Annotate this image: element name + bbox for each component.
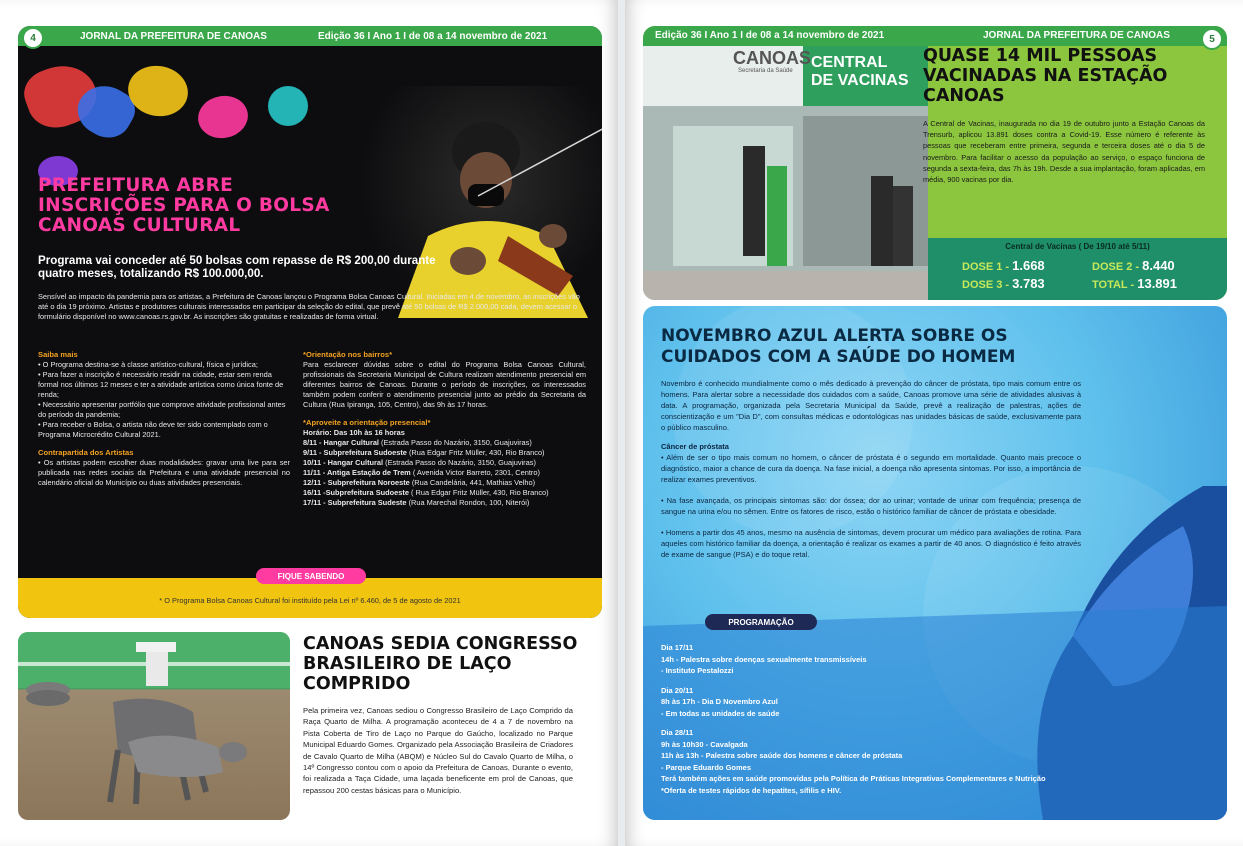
schedule-row: [303, 448, 586, 458]
schedule-row: [303, 468, 586, 478]
left-header-bar: [18, 26, 602, 46]
saiba-mais-item: • Para fazer a inscrição é necessário residir na cidade, estar sem renda formal nos últimos 12 meses e ter a atividade artística como única fonte de renda;: [38, 370, 284, 399]
schedule-row: [303, 498, 586, 508]
programacao-line: Terá também ações em saúde promovidas pela Política de Práticas Integrativas Complementares e Nutrição: [661, 774, 1046, 783]
schedule-place: (Rua Edgar Fritz Müller, 430, Rio Branco): [406, 448, 545, 457]
programacao-line: - Em todas as unidades de saúde: [661, 708, 780, 718]
lasso-body: Pela primeira vez, Canoas sediou o Congresso Brasileiro de Laço Comprido da Raça Quarto de Milha. A programação aconteceu de 4 a 7 de novembro na Pista Coberta de Tiro de Laço no Parque do Gaúcho, localizado no Parque Municipal Eduardo Gomes. Organizado pela Associação Brasileira de Criadores de Cavalo Quarto de Milha (ABQM) e Núcleo Sul do Cavalo Quarto de Milha, o 14º Congresso contou com o apoio da Prefeitura de Canoas. Durante o evento, foi realizada a Taça Cidade, uma laçada beneficente em prol de Canoas, que repassou 200 cestas básicas para o Município.: [303, 706, 573, 795]
bolsa-subtitle: Programa vai conceder até 50 bolsas com repasse de R$ 200,00 durante quatro meses, totalizando R$ 100.000,00.: [38, 254, 436, 280]
programacao-list: [661, 642, 1181, 796]
lasso-illustration: [18, 632, 290, 820]
violinist-photo: [358, 86, 602, 318]
paint-hand-pink: [195, 92, 252, 142]
right-header-title: JORNAL DA PREFEITURA DE CANOAS: [983, 30, 1170, 41]
schedule-place: (Rua Marechal Rondon, 100, Niterói): [406, 498, 530, 507]
stat-value: 13.891: [1137, 276, 1177, 291]
stat-dose-1: [962, 258, 1045, 273]
programacao-line: - Instituto Pestalozzi: [661, 666, 734, 675]
stat-value: 8.440: [1142, 258, 1175, 273]
stat-total: [1092, 276, 1177, 291]
orientacao-text: Para esclarecer dúvidas sobre o edital do Programa Bolsa Canoas Cultural, profissionais da Secretaria Municipal de Cultura realizam atendimento presencial em diferentes bairros de Canoas. Durante o período de inscrições, os interessados também podem conferir o atendimento presencial junto ao prédio da Secretaria da Cultura (Rua Ipiranga, 105, Centro), das 9h às 17 horas.: [303, 360, 586, 409]
programacao-line: 11h às 13h - Palestra sobre saúde dos homens e câncer de próstata: [661, 751, 903, 760]
stat-label: DOSE 1 -: [962, 261, 1013, 273]
aproveite-heading: *Aproveite a orientação presencial*: [303, 418, 431, 427]
vacinas-sign-central: CENTRAL DE VACINAS: [811, 54, 909, 89]
cancer-paragraph: • Além de ser o tipo mais comum no homem, o câncer de próstata é o segundo em mortalidade. Quanto mais precoce o diagnóstico, maior a chance de cura da doença. Na fase inicial, a doença não apresenta sintomas. Por isso, a importância de realizar exames preventivos.: [661, 453, 1081, 484]
stat-dose-2: [1092, 258, 1175, 273]
programacao-line: 9h às 10h30 - Cavalgada: [661, 739, 748, 749]
paint-hand-cyan: [268, 86, 308, 126]
schedule-place: ( Avenida Victor Barreto, 2301, Centro): [410, 468, 540, 477]
saiba-mais-item: • Necessário apresentar portfólio que comprove atividade profissional antes do período da pandemia;: [38, 400, 286, 419]
stat-dose-3: [962, 276, 1045, 291]
stat-label: DOSE 2 -: [1092, 261, 1143, 273]
schedule-row: [303, 438, 586, 448]
vacinas-stats: [928, 238, 1227, 300]
bolsa-left-column: [38, 350, 290, 488]
novembro-intro: Novembro é conhecido mundialmente como o mês dedicado à prevenção do câncer de próstata, tipo mais comum entre os homens. Para alertar sobre a necessidade dos cuidados com a saúde, Canoas promove uma série de atividades alusivas à data. A programação, organizada pela Secretaria Municipal da Saúde, prevê a realização de palestras, ações de conscientização e um "Dia D", com consultas médicas e odontológicas nas unidades básicas de saúde, exclusivamente para o público masculino.: [661, 379, 1081, 432]
programacao-line: - Parque Eduardo Gomes: [661, 762, 752, 772]
schedule-row: [303, 458, 586, 468]
programacao-day: Dia 20/11: [661, 685, 694, 695]
schedule-date: 10/11 - Hangar Cultural: [303, 458, 384, 467]
schedule-date: 9/11 - Subprefeitura Sudoeste: [303, 448, 407, 457]
horario-text: Horário: Das 10h às 16 horas: [303, 428, 405, 437]
vacinas-stats-title: Central de Vacinas ( De 19/10 até 5/11): [1005, 242, 1150, 251]
programacao-line: 14h - Palestra sobre doenças sexualmente transmissíveis: [661, 654, 867, 664]
vacinas-sign-secretaria: Secretaria da Saúde: [738, 68, 793, 74]
schedule-date: 16/11 -Subprefeitura Sudoeste: [303, 488, 409, 497]
vacinas-body: A Central de Vacinas, inaugurada no dia 19 de outubro junto a Estação Canoas da Trensurb, aplicou 13.891 doses contra a Covid-19. Esse número é referente às pessoas que receberam entre primeira, segunda e terceira doses até o dia 5 de novembro. Para facilitar o acesso da população ao serviço, o espaço funciona de segunda a sexta-feira, das 7h às 19h. Desde a sua implantação, foram aplicadas, em média, 900 vacinas por dia.: [923, 119, 1205, 185]
schedule-row: [303, 478, 586, 488]
orientacao-heading: *Orientação nos bairros*: [303, 350, 393, 359]
bolsa-right-column: [303, 350, 586, 508]
right-header-edition: Edição 36 I Ano 1 I de 08 a 14 novembro de 2021: [655, 30, 885, 41]
programacao-line: 8h às 17h - Dia D Novembro Azul: [661, 697, 778, 706]
fique-sabendo-pill: FIQUE SABENDO: [256, 568, 366, 584]
cancer-paragraph: • Na fase avançada, os principais sintomas são: dor óssea; dor ao urinar; vontade de urinar com frequência; presença de sangue na urina e/ou no sêmen. Entre os fatores de risco, estão o histórico familiar de câncer de próstata e obesidade.: [661, 496, 1081, 516]
schedule-row: [303, 488, 586, 498]
schedule-place: (Estrada Passo do Nazário, 3150, Guajuviras): [383, 458, 536, 467]
contrapartida-heading: Contrapartida dos Artistas: [38, 448, 134, 457]
schedule-place: (Rua Candelária, 441, Mathias Velho): [409, 478, 536, 487]
saiba-mais-item: • O Programa destina-se à classe artístico-cultural, física e jurídica;: [38, 360, 258, 369]
saiba-mais-heading: Saiba mais: [38, 350, 78, 359]
cancer-paragraph: • Homens a partir dos 45 anos, mesmo na ausência de sintomas, devem procurar um médico para avaliações de rotina. Para aqueles com histórico familiar da doença, a orientação é realizar os exames a partir de 40 anos. O diagnóstico é feito através de exame de sangue (PSA) e do toque retal.: [661, 528, 1081, 559]
violinist-illustration: [358, 86, 602, 318]
programacao-pill: PROGRAMAÇÃO: [705, 614, 817, 630]
left-header-title: JORNAL DA PREFEITURA DE CANOAS: [80, 30, 267, 42]
programacao-line: *Oferta de testes rápidos de hepatites, sífilis e HIV.: [661, 785, 842, 795]
schedule-place: ( Rua Edgar Fritz Müller, 430, Rio Branco): [408, 488, 549, 497]
bolsa-card: [18, 26, 602, 618]
lasso-photo: [18, 632, 290, 820]
stat-value: 3.783: [1012, 276, 1045, 291]
stat-value: 1.668: [1012, 258, 1045, 273]
vacinas-sign-canoas: CANOAS: [733, 48, 812, 68]
programacao-day: Dia 28/11: [661, 728, 694, 737]
schedule-date: 11/11 - Antiga Estação de Trem: [303, 468, 411, 477]
lasso-title: CANOAS SEDIA CONGRESSO BRASILEIRO DE LAÇO COMPRIDO: [303, 634, 578, 694]
novembro-azul-title: NOVEMBRO AZUL ALERTA SOBRE OS CUIDADOS COM A SAÚDE DO HOMEM: [661, 326, 1016, 367]
programacao-day: Dia 17/11: [661, 643, 694, 652]
schedule-date: 8/11 - Hangar Cultural: [303, 438, 379, 447]
cancer-heading: Câncer de próstata: [661, 442, 729, 451]
right-page-number: 5: [1201, 28, 1223, 50]
left-page-number: 4: [22, 27, 44, 49]
schedule-date: 17/11 - Subprefeitura Sudeste: [303, 498, 407, 507]
vacinas-title: QUASE 14 MIL PESSOAS VACINADAS NA ESTAÇÃO CANOAS: [923, 46, 1168, 106]
stat-label: TOTAL -: [1092, 279, 1138, 291]
bolsa-footnote: * O Programa Bolsa Canoas Cultural foi instituído pela Lei nº 6.460, de 5 de agosto de 2021: [159, 596, 461, 605]
right-header-bar: [643, 26, 1227, 46]
bolsa-title: PREFEITURA ABRE INSCRIÇÕES PARA O BOLSA CANOAS CULTURAL: [38, 175, 330, 236]
vacinas-photo: [643, 46, 928, 300]
left-page: [0, 0, 618, 846]
contrapartida-text: • Os artistas podem escolher duas modalidades: gravar uma live para ser publicada nas redes sociais da Prefeitura e uma atividade presencial no calendário oficial do Município ou duas atividades presenciais.: [38, 458, 290, 487]
novembro-azul-text: [661, 378, 1081, 560]
schedule-place: (Estrada Passo do Nazário, 3150, Guajuviras): [378, 438, 532, 447]
stat-label: DOSE 3 -: [962, 279, 1013, 291]
saiba-mais-item: • Para receber o Bolsa, o artista não deve ter sido contemplado com o Programa Microcrédito Cultural 2021.: [38, 420, 268, 439]
left-header-edition: Edição 36 I Ano 1 I de 08 a 14 novembro de 2021: [318, 30, 548, 42]
schedule-date: 12/11 - Subprefeitura Noroeste: [303, 478, 410, 487]
right-page: [625, 0, 1243, 846]
bolsa-intro: Sensível ao impacto da pandemia para os artistas, a Prefeitura de Canoas lançou o Programa Bolsa Canoas Cultural. Iniciadas em 4 de novembro, as inscrições vão até o dia 19 próximo. Artistas e produtores culturais interessados em participar da seleção do edital, que prevê até 50 bolsas de R$ 2.000,00 cada, devem acessar o formulário disponível no www.canoas.rs.gov.br. As inscrições são gratuitas e realizadas de forma virtual.: [38, 292, 580, 321]
